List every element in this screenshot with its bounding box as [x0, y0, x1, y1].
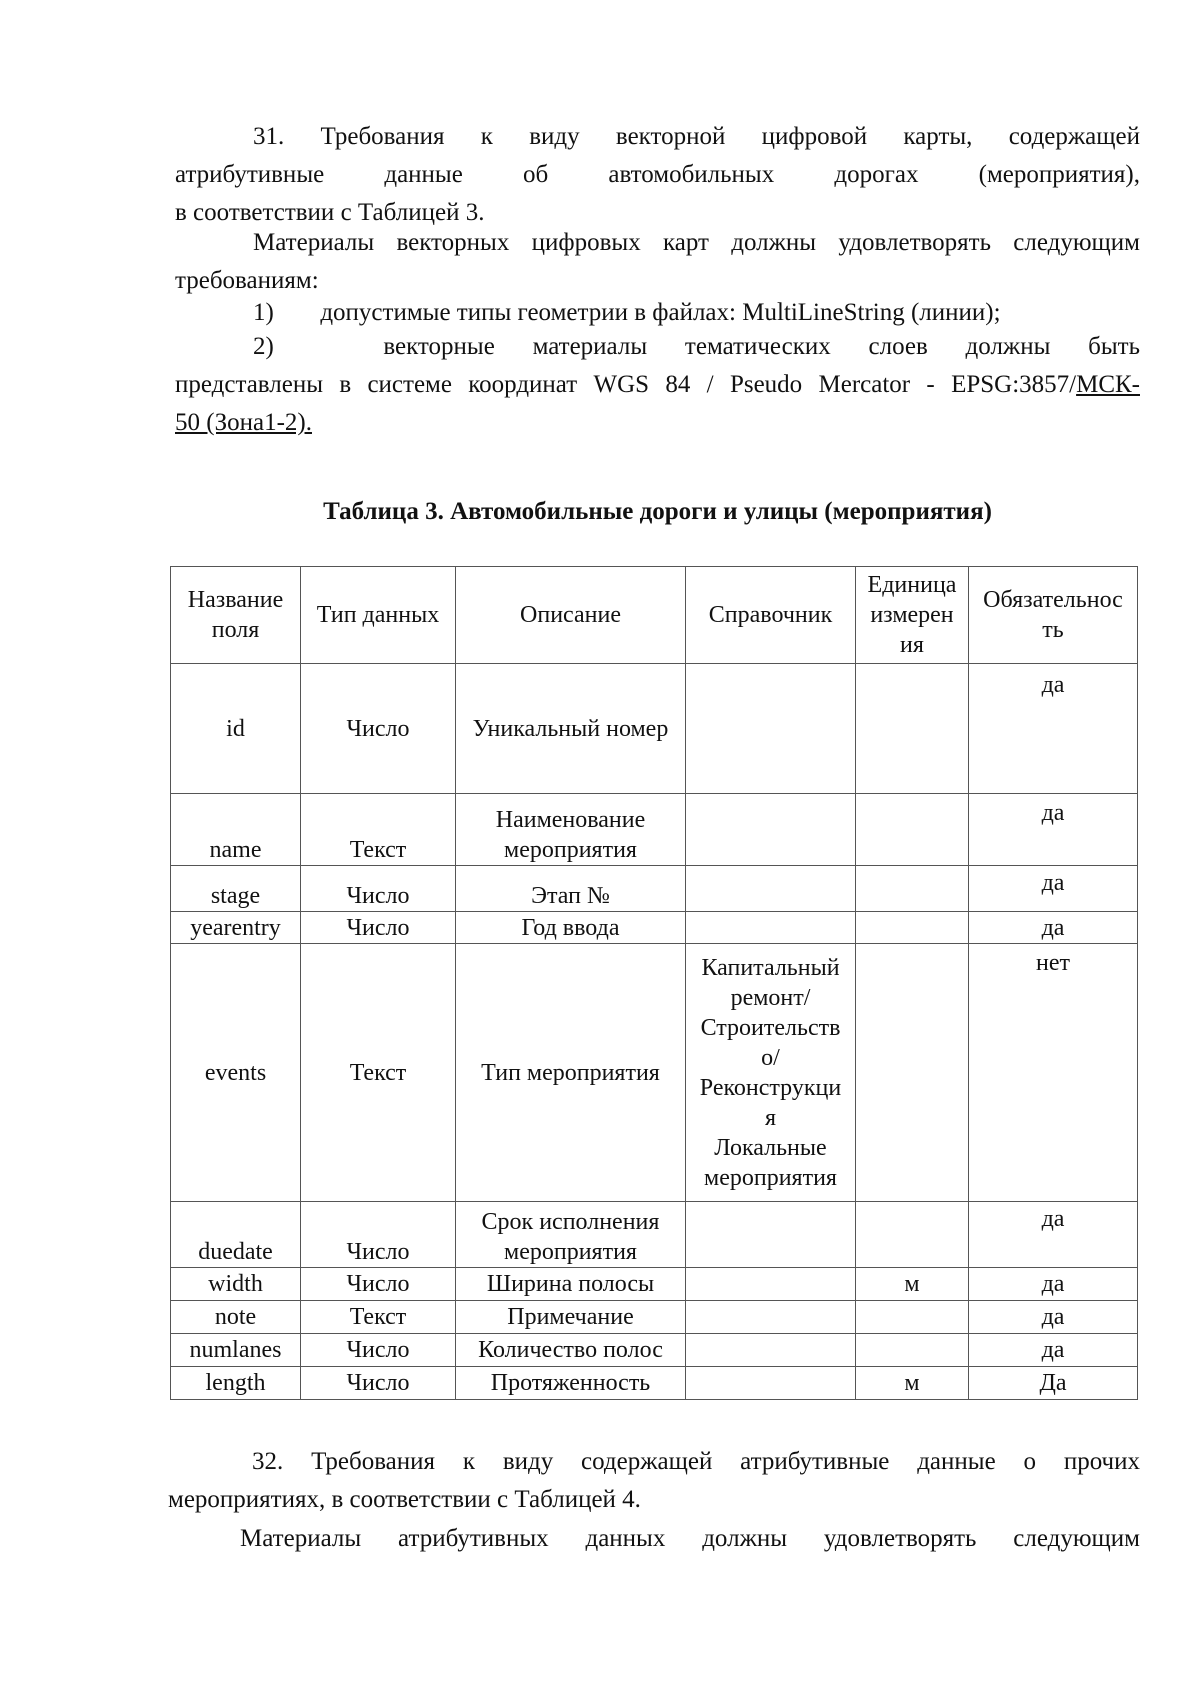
cell-field: yearentry: [171, 912, 301, 944]
section-31-line-1: 31. Требования к виду векторной цифровой карты, содержащей: [253, 123, 1140, 150]
cell-reference: [686, 1268, 856, 1301]
list-item-1: [175, 294, 1140, 332]
cell-unit: м: [856, 1367, 969, 1400]
section-31-paragraph: [175, 118, 1140, 232]
cell-unit: [856, 1202, 969, 1268]
cell-required: нет: [969, 944, 1138, 1202]
roads-table: [170, 566, 1138, 1400]
cell-description: Протяженность: [456, 1367, 686, 1400]
cell-reference: [686, 912, 856, 944]
cell-unit: м: [856, 1268, 969, 1301]
cell-unit: [856, 866, 969, 912]
cell-description: Год ввода: [456, 912, 686, 944]
table-header-row: [171, 567, 1138, 664]
cell-required: да: [969, 664, 1138, 794]
header-field-name: Название поля: [171, 567, 301, 664]
cell-field: stage: [171, 866, 301, 912]
cell-reference: [686, 1301, 856, 1334]
cell-description: Наименование мероприятия: [456, 794, 686, 866]
header-description: Описание: [456, 567, 686, 664]
header-required: Обязательнос ть: [969, 567, 1138, 664]
cell-unit: [856, 1301, 969, 1334]
cell-description: Уникальный номер: [456, 664, 686, 794]
section-32-paragraph: [168, 1443, 1140, 1519]
cell-field: note: [171, 1301, 301, 1334]
cell-reference: [686, 1367, 856, 1400]
table-row: [171, 1268, 1138, 1301]
materials-line-1: Материалы векторных цифровых карт должны удовлетворять следующим: [253, 229, 1140, 256]
crs-underlined-text: МСК-: [1076, 371, 1140, 398]
cell-reference: [686, 1202, 856, 1268]
materials-2-line-1: Материалы атрибутивных данных должны удовлетворять следующим: [240, 1525, 1140, 1552]
cell-unit: [856, 1334, 969, 1367]
cell-description: Количество полос: [456, 1334, 686, 1367]
cell-unit: [856, 944, 969, 1202]
section-31-line-3: в соответствии с Таблицей 3.: [175, 199, 485, 226]
section-31-line-2: атрибутивные данные об автомобильных дорогах (мероприятия),: [175, 161, 1140, 188]
cell-field: numlanes: [171, 1334, 301, 1367]
cell-type: Число: [301, 1202, 456, 1268]
list-item-2-line-1: векторные материалы тематических слоев должны быть: [383, 333, 1140, 360]
cell-type: Число: [301, 1268, 456, 1301]
cell-required: да: [969, 794, 1138, 866]
table-row: [171, 1334, 1138, 1367]
section-32-line-1: 32. Требования к виду содержащей атрибутивные данные о прочих: [252, 1448, 1140, 1475]
table-row: [171, 944, 1138, 1202]
cell-type: Число: [301, 866, 456, 912]
cell-reference: [686, 664, 856, 794]
table-row: [171, 1367, 1138, 1400]
cell-required: да: [969, 1202, 1138, 1268]
cell-field: length: [171, 1367, 301, 1400]
header-reference: Справочник: [686, 567, 856, 664]
materials-line-2: требованиям:: [175, 267, 319, 294]
table-row: [171, 866, 1138, 912]
cell-type: Число: [301, 912, 456, 944]
table-row: [171, 1301, 1138, 1334]
table-row: [171, 1202, 1138, 1268]
cell-field: name: [171, 794, 301, 866]
cell-description: Этап №: [456, 866, 686, 912]
list-item-1-text: допустимые типы геометрии в файлах: MultiLineString (линии);: [320, 299, 1001, 326]
cell-field: events: [171, 944, 301, 1202]
table-caption: Таблица 3. Автомобильные дороги и улицы (мероприятия): [323, 498, 992, 525]
cell-required: да: [969, 866, 1138, 912]
crs-underlined-text-cont: 50 (Зона1-2).: [175, 409, 312, 436]
list-item-2-line-2: представлены в системе координат WGS 84 / Pseudo Mercator - EPSG:3857/: [175, 371, 1077, 398]
header-data-type: Тип данных: [301, 567, 456, 664]
cell-field: duedate: [171, 1202, 301, 1268]
cell-field: id: [171, 664, 301, 794]
cell-required: Да: [969, 1367, 1138, 1400]
list-item-2-number: 2): [253, 333, 274, 360]
cell-description: Ширина полосы: [456, 1268, 686, 1301]
cell-type: Число: [301, 664, 456, 794]
cell-description: Срок исполнения мероприятия: [456, 1202, 686, 1268]
materials-paragraph: [175, 224, 1140, 300]
cell-reference: [686, 866, 856, 912]
cell-reference: [686, 794, 856, 866]
cell-type: Число: [301, 1334, 456, 1367]
cell-type: Текст: [301, 944, 456, 1202]
cell-type: Текст: [301, 1301, 456, 1334]
cell-unit: [856, 794, 969, 866]
cell-description: Тип мероприятия: [456, 944, 686, 1202]
header-unit: Единица измерен ия: [856, 567, 969, 664]
cell-required: да: [969, 1301, 1138, 1334]
list-item-1-number: 1): [253, 299, 274, 326]
materials-2-paragraph: [168, 1520, 1140, 1558]
section-32-line-2: мероприятиях, в соответствии с Таблицей 4.: [168, 1486, 641, 1513]
list-item-2: [175, 328, 1140, 442]
table-row: [171, 664, 1138, 794]
cell-field: width: [171, 1268, 301, 1301]
cell-description: Примечание: [456, 1301, 686, 1334]
cell-required: да: [969, 1268, 1138, 1301]
cell-unit: [856, 664, 969, 794]
cell-reference: Капитальный ремонт/ Строительств о/ Реконструкци я Локальные мероприятия: [686, 944, 856, 1202]
cell-type: Число: [301, 1367, 456, 1400]
cell-type: Текст: [301, 794, 456, 866]
cell-required: да: [969, 1334, 1138, 1367]
cell-required: да: [969, 912, 1138, 944]
table-row: [171, 912, 1138, 944]
table-row: [171, 794, 1138, 866]
cell-unit: [856, 912, 969, 944]
cell-reference: [686, 1334, 856, 1367]
